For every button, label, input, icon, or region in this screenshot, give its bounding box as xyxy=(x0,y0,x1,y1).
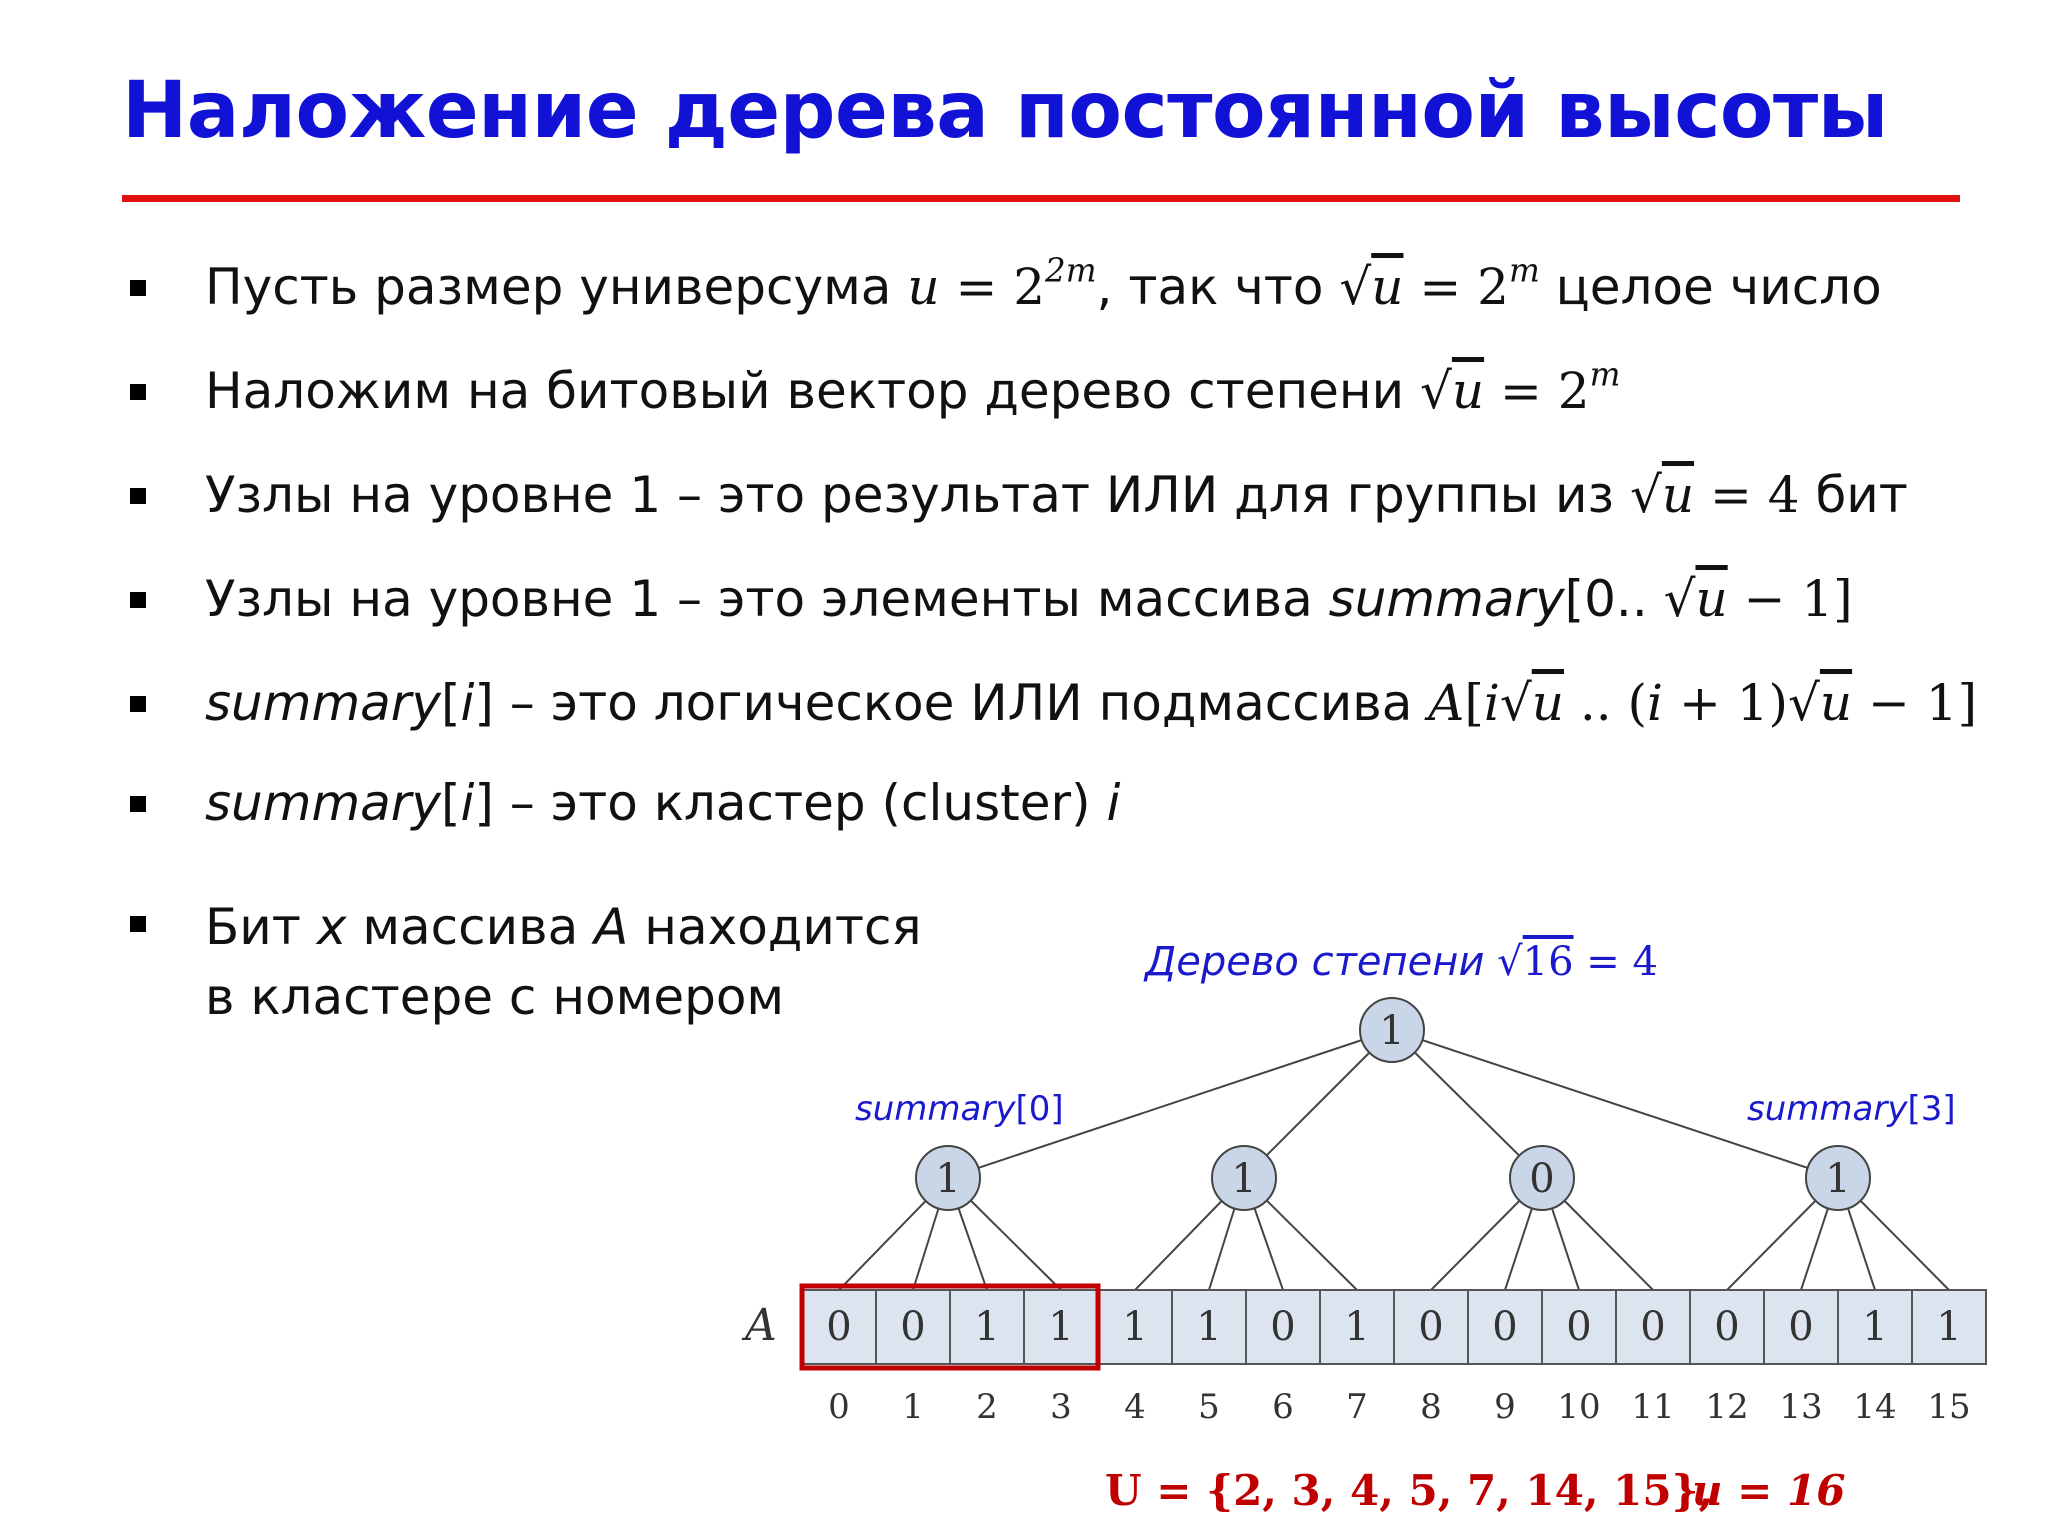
bit-index: 12 xyxy=(1705,1387,1749,1427)
bit-index: 15 xyxy=(1927,1387,1971,1427)
bit-value: 1 xyxy=(1196,1304,1222,1350)
bit-index: 6 xyxy=(1272,1387,1294,1427)
bullet-3: Узлы на уровне 1 – это результат ИЛИ для группы из √u = 4 бит xyxy=(205,466,1908,524)
bullet-5: summary[i] – это логическое ИЛИ подмассива A[i√u .. (i + 1)√u − 1] xyxy=(205,674,1978,732)
array-label: A xyxy=(745,1300,777,1351)
bit-value: 1 xyxy=(1048,1304,1074,1350)
bullet-1: Пусть размер универсума $u = 2^{2m}$, так что $√u = 2^m$ целое число xyxy=(205,251,1882,316)
bit-value: 0 xyxy=(900,1304,926,1350)
universe-set: U = {2, 3, 4, 5, 7, 14, 15}, xyxy=(1105,1466,1714,1515)
bit-index: 2 xyxy=(976,1387,998,1427)
universe-size: u = 16 xyxy=(1692,1466,1846,1515)
root-node-value: 1 xyxy=(1379,1008,1405,1054)
bit-index: 7 xyxy=(1346,1387,1368,1427)
bit-value: 1 xyxy=(974,1304,1000,1350)
bullet-7: Бит x массива A находится в кластере с номером xyxy=(205,898,922,1026)
bit-value: 0 xyxy=(1788,1304,1814,1350)
bit-index: 3 xyxy=(1050,1387,1072,1427)
bit-index: 1 xyxy=(902,1387,924,1427)
bit-index: 14 xyxy=(1853,1387,1897,1427)
bit-value: 0 xyxy=(826,1304,852,1350)
page-title: Наложение дерева постоянной высоты xyxy=(122,66,1888,156)
bullet-4: Узлы на уровне 1 – это элементы массива summary[0.. √u − 1] xyxy=(205,570,1853,628)
bit-index: 4 xyxy=(1124,1387,1146,1427)
bit-value: 1 xyxy=(1862,1304,1888,1350)
bit-value: 1 xyxy=(1122,1304,1148,1350)
summary-node-value: 1 xyxy=(1825,1156,1851,1202)
bit-value: 0 xyxy=(1566,1304,1592,1350)
bit-value: 0 xyxy=(1714,1304,1740,1350)
bit-array xyxy=(802,1290,1986,1427)
tree-caption: Дерево степени √16 = 4 xyxy=(1145,939,1658,985)
summary-label-3: summary[3] xyxy=(1747,1089,1956,1129)
bit-index: 9 xyxy=(1494,1387,1516,1427)
bit-index: 13 xyxy=(1779,1387,1823,1427)
bit-index: 5 xyxy=(1198,1387,1220,1427)
bit-index: 0 xyxy=(828,1387,850,1427)
bit-index: 8 xyxy=(1420,1387,1442,1427)
summary-node-value: 1 xyxy=(935,1156,961,1202)
bullet-6: summary[i] – это кластер (cluster) i xyxy=(205,774,1121,832)
summary-label-0: summary[0] xyxy=(855,1089,1064,1129)
bit-value: 0 xyxy=(1492,1304,1518,1350)
bit-value: 1 xyxy=(1936,1304,1962,1350)
bit-value: 0 xyxy=(1270,1304,1296,1350)
bit-value: 0 xyxy=(1640,1304,1666,1350)
summary-node-value: 1 xyxy=(1231,1156,1257,1202)
tree-edges xyxy=(839,1030,1949,1290)
bullet-2: Наложим на битовый вектор дерево степени $√u = 2^m$ xyxy=(205,355,1621,420)
bit-value: 1 xyxy=(1344,1304,1370,1350)
bit-index: 11 xyxy=(1631,1387,1675,1427)
bit-index: 10 xyxy=(1557,1387,1601,1427)
bit-value: 0 xyxy=(1418,1304,1444,1350)
summary-node-value: 0 xyxy=(1529,1156,1555,1202)
